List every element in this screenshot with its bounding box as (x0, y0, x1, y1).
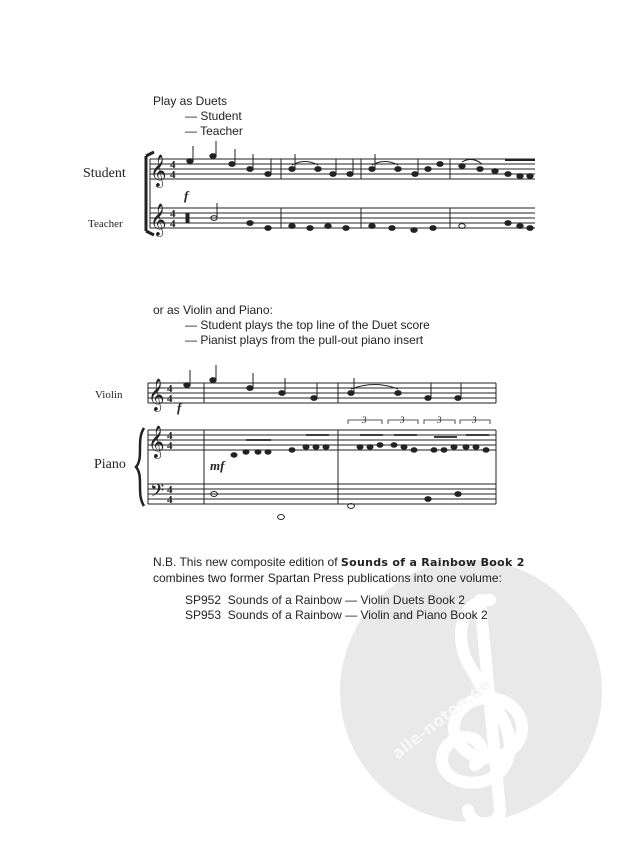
duets-item-student: — Student (185, 109, 242, 123)
violin-piano-item-student: — Student plays the top line of the Duet score (185, 318, 430, 332)
timesig-teacher-top: 4 (170, 208, 176, 220)
timesig-violin-bottom: 4 (167, 393, 173, 405)
violin-piano-item-pianist: — Pianist plays from the pull-out piano insert (185, 333, 424, 347)
teacher-staff (150, 208, 535, 228)
nb-prefix: N.B. This new composite edition of (153, 555, 341, 569)
publication-code: SP953 (185, 608, 222, 622)
dynamic-student: f (184, 188, 189, 203)
publication-row (185, 593, 465, 608)
piano-treble-staff (148, 430, 496, 450)
triplet-mark-1: 3 (362, 415, 367, 425)
timesig-piano-treble-top: 4 (167, 430, 173, 442)
timesig-teacher-bottom: 4 (170, 218, 176, 230)
label-teacher: Teacher (88, 218, 123, 230)
label-violin: Violin (95, 389, 123, 401)
label-piano: Piano (94, 457, 126, 472)
label-student: Student (83, 166, 126, 181)
triplet-mark-3: 3 (437, 415, 442, 425)
treble-clef-student-icon: 𝄞 (150, 154, 167, 187)
piano-bass-staff (148, 484, 496, 504)
dynamic-piano: mf (210, 458, 225, 473)
piano-brace-icon (136, 428, 144, 506)
bass-clef-piano-icon: 𝄢 (150, 481, 165, 506)
watermark-text: alle-noten.de (388, 674, 495, 763)
treble-clef-teacher-icon: 𝄞 (150, 203, 167, 236)
publication-row (185, 608, 488, 623)
publication-title: Sounds of a Rainbow — Violin and Piano Book 2 (227, 608, 488, 622)
nb-line-2: combines two former Spartan Press publications into one volume: (153, 571, 502, 585)
timesig-piano-bass-top: 4 (167, 484, 173, 496)
timesig-piano-bass-bottom: 4 (167, 494, 173, 506)
publication-title: Sounds of a Rainbow — Violin Duets Book 2 (227, 593, 465, 607)
student-notes (187, 141, 533, 178)
treble-clef-piano-icon: 𝄞 (148, 425, 165, 458)
duets-item-teacher: — Teacher (185, 124, 243, 138)
timesig-student-bottom: 4 (170, 169, 176, 181)
publication-code: SP952 (185, 593, 222, 607)
triplet-mark-4: 3 (472, 415, 477, 425)
treble-clef-violin-icon: 𝄞 (148, 378, 165, 411)
piano-bass-notes (211, 492, 462, 520)
timesig-piano-treble-bottom: 4 (167, 440, 173, 452)
dynamic-violin: f (177, 400, 182, 415)
triplet-mark-2: 3 (400, 415, 405, 425)
violin-piano-heading: or as Violin and Piano: (153, 303, 273, 317)
timesig-student-top: 4 (170, 159, 176, 171)
nb-book-title: Sounds of a Rainbow Book 2 (340, 556, 525, 569)
duets-heading: Play as Duets (153, 94, 228, 108)
timesig-violin-top: 4 (167, 383, 173, 395)
nb-line-1 (153, 555, 525, 570)
violin-staff (148, 383, 496, 403)
